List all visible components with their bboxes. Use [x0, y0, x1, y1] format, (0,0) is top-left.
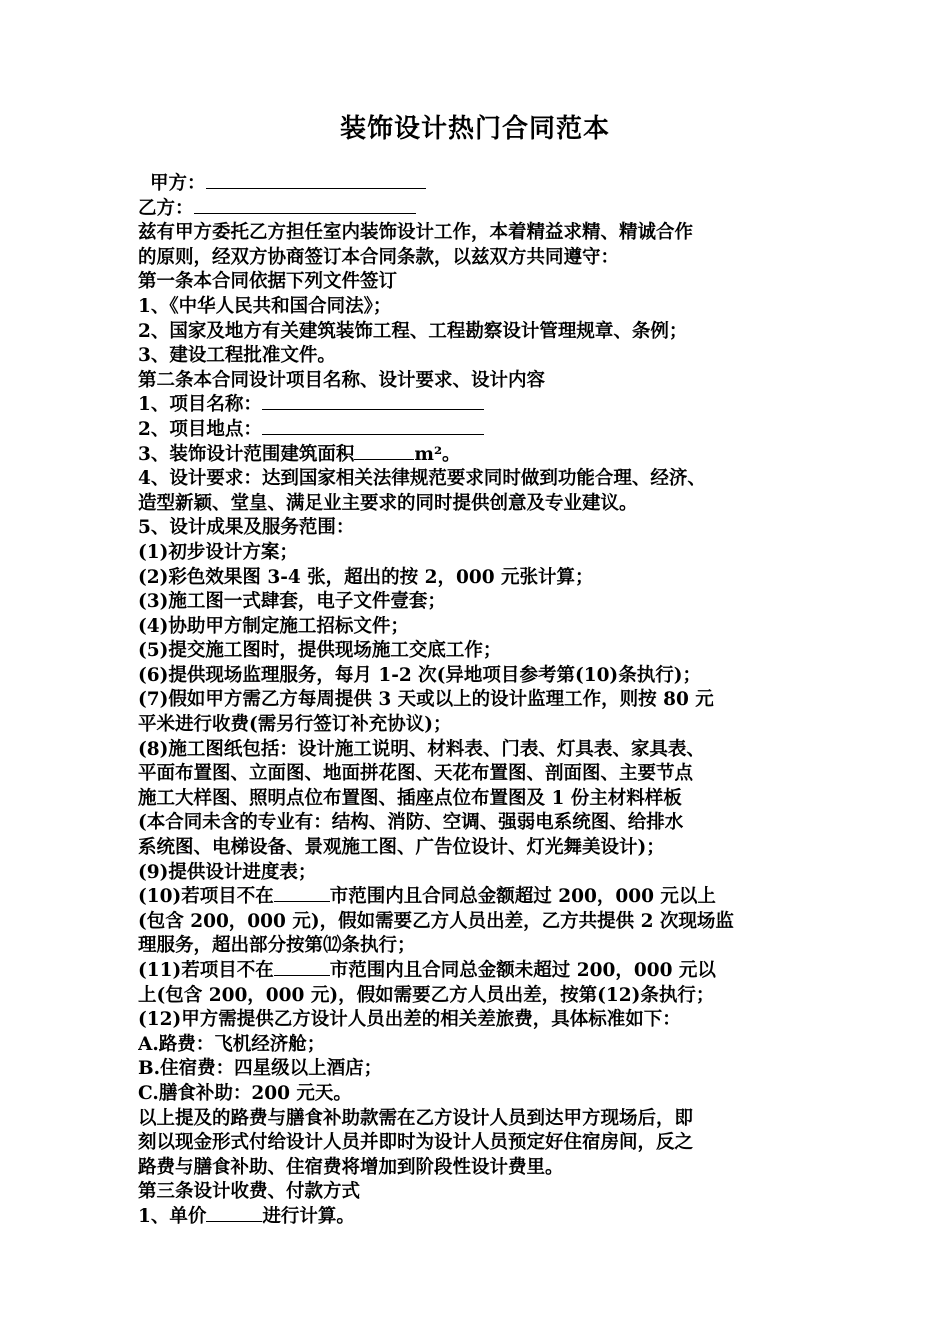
scope-item-10-line-1 [138, 885, 828, 910]
scope-item-8-line-5: 系统图、电梯设备、景观施工图、广告位设计、灯光舞美设计)； [138, 837, 665, 859]
scope-item-8-line-4: (本合同未含的专业有：结构、消防、空调、强弱电系统图、给排水 [138, 812, 684, 834]
scope-item-6: (6)提供现场监理服务，每月 1-2 次(异地项目参考第(10)条执行)； [138, 664, 701, 686]
unit-price-line [138, 1205, 828, 1230]
service-scope-title: 5、设计成果及服务范围： [138, 517, 355, 539]
design-area-line [138, 443, 828, 468]
travel-standard-b: B.住宿费：四星级以上酒店； [138, 1058, 383, 1080]
scope-item-8-line-2: 平面布置图、立面图、地面拼花图、天花布置图、剖面图、主要节点 [138, 763, 694, 785]
unit-price-label: 1、单价 [138, 1205, 207, 1227]
unit-price-blank [206, 1205, 262, 1222]
article-3-title: 第三条设计收费、付款方式 [138, 1181, 361, 1203]
article-1-item-2: 2、国家及地方有关建筑装饰工程、工程勘察设计管理规章、条例； [138, 320, 688, 342]
party-a-line [138, 172, 828, 197]
project-name-blank [262, 393, 484, 410]
party-a-label: 甲方： [150, 173, 206, 194]
scope-item-11-lead: (11)若项目不在 [138, 960, 274, 981]
party-b-label: 乙方： [138, 197, 194, 219]
city-blank-2 [274, 959, 330, 976]
design-requirements-line-2: 造型新颖、堂皇、满足业主要求的同时提供创意及专业建议。 [138, 492, 638, 514]
project-location-line [138, 418, 828, 443]
scope-item-8-line-1: (8)施工图纸包括：设计施工说明、材料表、门表、灯具表、家具表、 [138, 738, 705, 760]
scope-item-1: (1)初步设计方案； [138, 541, 298, 563]
scope-item-7-line-2: 平米进行收费(需另行签订补充协议)； [138, 714, 452, 736]
document-title: 装饰设计热门合同范本 [339, 114, 610, 144]
intro-line-1: 兹有甲方委托乙方担任室内装饰设计工作，本着精益求精、精诚合作 [138, 222, 694, 244]
scope-item-3: (3)施工图一式肆套，电子文件壹套； [138, 591, 446, 613]
intro-line-2: 的原则，经双方协商签订本合同条款，以兹双方共同遵守： [138, 246, 620, 268]
party-b-line [138, 197, 828, 222]
travel-standard-c: C.膳食补助：200 元天。 [138, 1082, 352, 1104]
design-requirements-line-1: 4、设计要求：达到国家相关法律规范要求同时做到功能合理、经济、 [138, 468, 706, 490]
scope-item-10-line-3: 理服务，超出部分按第⑿条执行； [138, 935, 416, 957]
scope-item-8-line-3: 施工大样图、照明点位布置图、插座点位布置图及 1 份主材料样板 [138, 787, 682, 809]
scope-item-10-line-2: (包含 200，000 元)，假如需要乙方人员出差，乙方共提供 2 次现场监 [138, 910, 734, 932]
travel-standard-a: A.路费：飞机经济舱； [138, 1033, 326, 1055]
travel-note-line-3: 路费与膳食补助、住宿费将增加到阶段性设计费里。 [138, 1156, 564, 1178]
scope-item-9: (9)提供设计进度表； [138, 861, 317, 883]
project-location-label: 2、项目地点： [138, 418, 262, 440]
scope-item-4: (4)协助甲方制定施工招标文件； [138, 615, 409, 637]
scope-item-10-rest: 市范围内且合同总金额超过 200，000 元以上 [329, 886, 716, 908]
scope-item-11-line-1 [138, 959, 828, 984]
travel-note-line-1: 以上提及的路费与膳食补助款需在乙方设计人员到达甲方现场后，即 [138, 1107, 694, 1129]
travel-note-line-2: 刻以现金形式付给设计人员并即时为设计人员预定好住宿房间，反之 [138, 1132, 694, 1154]
scope-item-11-rest: 市范围内且合同总金额未超过 200，000 元以 [329, 960, 716, 981]
article-2-title: 第二条本合同设计项目名称、设计要求、设计内容 [138, 369, 546, 391]
design-area-blank [354, 443, 414, 460]
city-blank-1 [274, 885, 330, 902]
article-1-item-3: 3、建设工程批准文件。 [138, 345, 336, 367]
party-b-blank [194, 197, 416, 214]
contract-body [138, 172, 828, 1230]
scope-item-10-lead: (10)若项目不在 [138, 886, 274, 908]
article-1-item-1: 1、《中华人民共和国合同法》； [138, 295, 392, 317]
unit-price-rest: 进行计算。 [262, 1205, 355, 1227]
scope-item-12: (12)甲方需提供乙方设计人员出差的相关差旅费，具体标准如下： [138, 1009, 681, 1031]
project-name-label: 1、项目名称： [138, 394, 262, 416]
party-a-blank [206, 172, 426, 189]
design-area-label: 3、装饰设计范围建筑面积 [138, 443, 355, 465]
design-area-unit: m²。 [414, 443, 461, 465]
article-1-title: 第一条本合同依据下列文件签订 [138, 271, 398, 293]
project-name-line [138, 393, 828, 418]
project-location-blank [262, 418, 484, 435]
scope-item-5: (5)提交施工图时，提供现场施工交底工作； [138, 640, 502, 662]
scope-item-11-line-2: 上(包含 200，000 元)，假如需要乙方人员出差，按第(12)条执行； [138, 984, 715, 1006]
scope-item-2: (2)彩色效果图 3-4 张，超出的按 2，000 元张计算； [138, 566, 594, 588]
scope-item-7-line-1: (7)假如甲方需乙方每周提供 3 天或以上的设计监理工作，则按 80 元 [138, 689, 714, 711]
